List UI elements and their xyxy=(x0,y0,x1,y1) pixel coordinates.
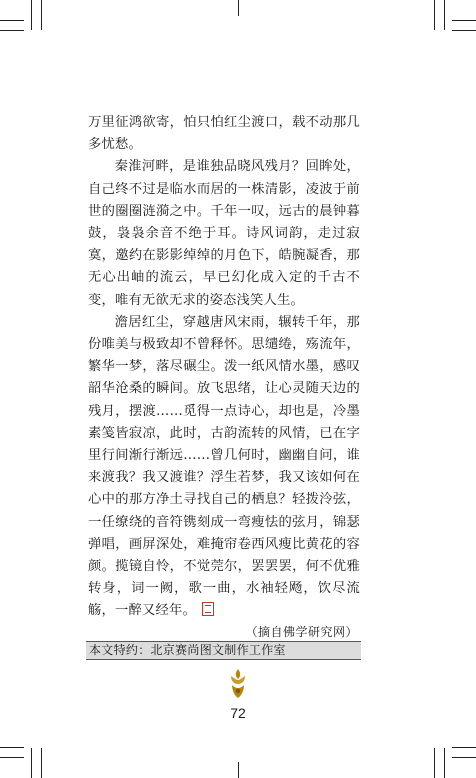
paragraph: 万里征鸿欲寄，怕只怕红尘渡口，载不动那几多忧愁。 xyxy=(88,115,360,153)
crop-mark xyxy=(0,747,24,748)
crop-mark xyxy=(0,30,24,31)
seal-icon xyxy=(202,602,214,616)
crop-mark xyxy=(444,748,445,778)
crop-mark xyxy=(452,20,476,21)
crop-mark xyxy=(0,20,24,21)
crop-mark xyxy=(238,0,239,16)
crop-mark xyxy=(452,747,476,748)
crop-mark xyxy=(41,0,42,30)
paragraph xyxy=(88,312,360,623)
crop-mark xyxy=(0,757,24,758)
crop-mark xyxy=(41,748,42,778)
paragraph-text: 澹居红尘，穿越唐风宋雨，辗转千年，那份唯美与极致却不曾释怀。思缱绻，殇流年，繁华一梦，落尽碾尘。泼一纸风情水墨，感叹韶华沧桑的瞬间。放飞思绪，让心灵随天边的残月，摆渡……觅得一点诗心，却也是，冷墨素笺皆寂凉，此时，古韵流转的风情，已在字里行间渐行渐远……曾几何时，幽幽自问，谁来渡我？我又渡谁？浮生若梦，我又该如何在心中的那方净土寻找自己的栖息？轻拨泠弦，一任缭绕的音符镌刻成一弯瘦怯的弦月，锦瑟弹唱，画屏深处，难掩帘卷西风瘦比黄花的容颜。揽镜自怜，不觉莞尔，罢罢罢，何不优雅转身，词一阙，歌一曲，水袖轻飏，饮尽流觞，一醉又经年。 xyxy=(88,314,360,619)
crop-mark xyxy=(452,757,476,758)
crop-mark xyxy=(434,0,435,30)
crop-mark xyxy=(238,762,239,778)
crop-mark xyxy=(444,0,445,30)
crop-mark xyxy=(434,748,435,778)
credit-bar: 本文特约：北京赛尚图文制作工作室 xyxy=(86,641,361,660)
source-citation: （摘自佛学研究网） xyxy=(245,625,358,639)
crop-mark xyxy=(31,748,32,778)
paragraph: 秦淮河畔，是谁独品晓风残月？回眸处，自己终不过是临水而居的一株清影，凌波于前世的圈圈涟漪之中。千年一叹，远古的晨钟暮鼓，袅袅余音不绝于耳。诗风词韵，走过寂寞，邀约在影影绰绰的月色下，皓腕凝香，那无心出岫的流云，早已幻化成入定的千古不变，唯有无欲无求的姿态浅笑人生。 xyxy=(88,159,360,308)
crop-mark xyxy=(452,30,476,31)
page-number: 72 xyxy=(230,705,246,721)
article-body xyxy=(88,112,360,623)
lotus-ornament-icon xyxy=(229,668,247,704)
crop-mark xyxy=(31,0,32,30)
